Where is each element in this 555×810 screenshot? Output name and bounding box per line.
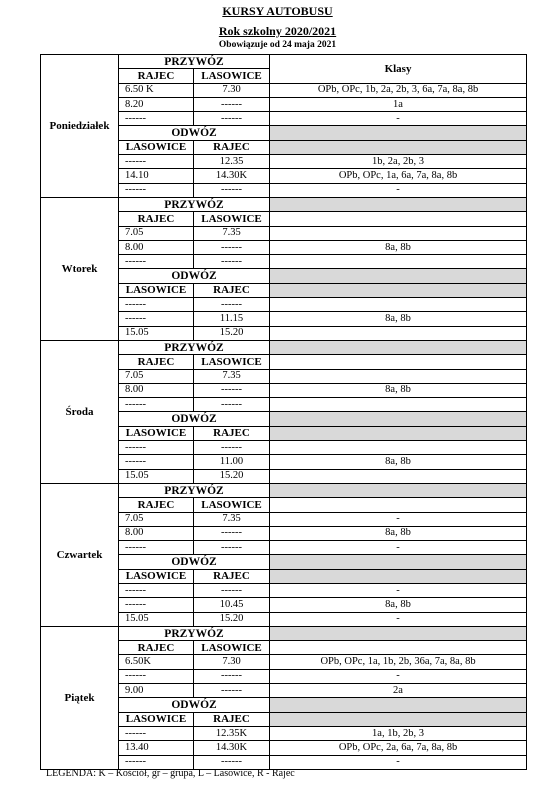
klasy-value: 8a, 8b (270, 598, 527, 612)
klasy-blank (270, 426, 527, 440)
rajec-time: 8.00 (119, 240, 194, 254)
lasowice-time: 7.35 (194, 512, 270, 526)
rajec-time: ------ (194, 441, 270, 455)
rajec-time: ------ (119, 541, 194, 555)
rajec-time: 15.20 (194, 469, 270, 483)
lasowice-time: 15.05 (119, 326, 194, 340)
lasowice-time: ------ (194, 398, 270, 412)
lasowice-time: 15.05 (119, 469, 194, 483)
lasowice-time: ------ (194, 97, 270, 111)
klasy-value: 8a, 8b (270, 383, 527, 397)
lasowice-time: ------ (194, 255, 270, 269)
rajec-time: 10.45 (194, 598, 270, 612)
klasy-blank (270, 412, 527, 426)
klasy-value: 8a, 8b (270, 526, 527, 540)
rajec-time: ------ (194, 183, 270, 197)
klasy-blank (270, 269, 527, 283)
klasy-header-blank (270, 483, 527, 497)
klasy-value (270, 326, 527, 340)
lasowice-time: ------ (119, 183, 194, 197)
klasy-value (270, 398, 527, 412)
rajec-time: 8.00 (119, 526, 194, 540)
lasowice-time: ------ (194, 684, 270, 698)
day-name: Poniedziałek (41, 55, 119, 198)
rajec-time: ------ (194, 298, 270, 312)
day-name: Czwartek (41, 483, 119, 626)
section-header-row (41, 626, 527, 640)
col-rajec: RAJEC (194, 712, 270, 726)
rajec-time: ------ (119, 112, 194, 126)
klasy-value: 1b, 2a, 2b, 3 (270, 155, 527, 169)
rajec-time: 15.20 (194, 326, 270, 340)
rajec-time: ------ (194, 583, 270, 597)
col-lasowice: LASOWICE (194, 212, 270, 226)
rajec-time: ------ (119, 669, 194, 683)
rajec-time: 7.05 (119, 512, 194, 526)
klasy-value: - (270, 755, 527, 769)
klasy-blank (270, 212, 527, 226)
col-lasowice: LASOWICE (119, 140, 194, 154)
klasy-header-blank (270, 340, 527, 354)
klasy-value: OPb, OPc, 2a, 6a, 7a, 8a, 8b (270, 741, 527, 755)
lasowice-time: 14.10 (119, 169, 194, 183)
col-rajec: RAJEC (194, 569, 270, 583)
odwoz-header: ODWÓZ (119, 412, 270, 426)
lasowice-time: ------ (194, 383, 270, 397)
klasy-value: - (270, 669, 527, 683)
lasowice-time: ------ (119, 155, 194, 169)
lasowice-time: ------ (119, 455, 194, 469)
klasy-value: 8a, 8b (270, 455, 527, 469)
klasy-value: 1a (270, 97, 527, 111)
lasowice-time: 7.35 (194, 226, 270, 240)
rajec-time: 8.20 (119, 97, 194, 111)
lasowice-time: ------ (119, 298, 194, 312)
klasy-value: 2a (270, 684, 527, 698)
col-lasowice: LASOWICE (194, 641, 270, 655)
klasy-value: 8a, 8b (270, 312, 527, 326)
odwoz-header: ODWÓZ (119, 269, 270, 283)
lasowice-time: ------ (119, 312, 194, 326)
col-rajec: RAJEC (194, 426, 270, 440)
klasy-header-blank (270, 197, 527, 211)
klasy-value: OPb, OPc, 1a, 6a, 7a, 8a, 8b (270, 169, 527, 183)
lasowice-time: ------ (194, 541, 270, 555)
odwoz-header: ODWÓZ (119, 126, 270, 140)
rajec-time: 7.05 (119, 369, 194, 383)
klasy-value: 1a, 1b, 2b, 3 (270, 726, 527, 740)
lasowice-time: 7.35 (194, 369, 270, 383)
col-rajec: RAJEC (119, 498, 194, 512)
rajec-time: 14.30K (194, 169, 270, 183)
klasy-blank (270, 641, 527, 655)
klasy-value: 8a, 8b (270, 240, 527, 254)
col-rajec: RAJEC (119, 212, 194, 226)
day-name: Środa (41, 340, 119, 483)
klasy-value (270, 226, 527, 240)
klasy-value (270, 469, 527, 483)
klasy-blank (270, 555, 527, 569)
rajec-time: ------ (119, 398, 194, 412)
col-lasowice: LASOWICE (194, 498, 270, 512)
klasy-value: - (270, 183, 527, 197)
lasowice-time: 7.30 (194, 83, 270, 97)
rajec-time: 8.00 (119, 383, 194, 397)
odwoz-header: ODWÓZ (119, 698, 270, 712)
lasowice-time: ------ (194, 240, 270, 254)
klasy-blank (270, 355, 527, 369)
odwoz-header: ODWÓZ (119, 555, 270, 569)
klasy-header-blank (270, 626, 527, 640)
section-header-row (41, 55, 527, 69)
col-rajec: RAJEC (119, 641, 194, 655)
klasy-value: OPb, OPc, 1b, 2a, 2b, 3, 6a, 7a, 8a, 8b (270, 83, 527, 97)
przywoz-header: PRZYWÓZ (119, 340, 270, 354)
klasy-value: - (270, 512, 527, 526)
przywoz-header: PRZYWÓZ (119, 197, 270, 211)
klasy-value (270, 255, 527, 269)
rajec-time: 7.05 (119, 226, 194, 240)
col-lasowice: LASOWICE (119, 426, 194, 440)
rajec-time: 12.35 (194, 155, 270, 169)
klasy-value (270, 369, 527, 383)
lasowice-time: ------ (119, 583, 194, 597)
lasowice-time: ------ (119, 441, 194, 455)
rajec-time: 14.30K (194, 741, 270, 755)
rajec-time: 11.15 (194, 312, 270, 326)
rajec-time: ------ (194, 755, 270, 769)
lasowice-time: 13.40 (119, 741, 194, 755)
day-name: Wtorek (41, 197, 119, 340)
przywoz-header: PRZYWÓZ (119, 626, 270, 640)
klasy-blank (270, 498, 527, 512)
rajec-time: 11.00 (194, 455, 270, 469)
rajec-time: 6.50 K (119, 83, 194, 97)
col-rajec: RAJEC (194, 140, 270, 154)
lasowice-time: 7.30 (194, 655, 270, 669)
school-year: Rok szkolny 2020/2021 (218, 24, 337, 38)
rajec-time: 12.35K (194, 726, 270, 740)
document-title: KURSY AUTOBUSU (222, 4, 333, 18)
klasy-value (270, 441, 527, 455)
section-header-row (41, 197, 527, 211)
lasowice-time: ------ (194, 526, 270, 540)
lasowice-time: ------ (119, 598, 194, 612)
col-lasowice: LASOWICE (119, 569, 194, 583)
col-lasowice: LASOWICE (119, 712, 194, 726)
col-lasowice: LASOWICE (119, 283, 194, 297)
lasowice-time: 15.05 (119, 612, 194, 626)
section-header-row (41, 340, 527, 354)
col-rajec: RAJEC (194, 283, 270, 297)
klasy-value: - (270, 583, 527, 597)
rajec-time: 15.20 (194, 612, 270, 626)
klasy-value: - (270, 541, 527, 555)
col-lasowice: LASOWICE (194, 355, 270, 369)
klasy-blank (270, 126, 527, 140)
lasowice-time: ------ (194, 112, 270, 126)
rajec-time: ------ (119, 255, 194, 269)
klasy-blank (270, 140, 527, 154)
klasy-blank (270, 569, 527, 583)
col-rajec: RAJEC (119, 69, 194, 83)
legend: LEGENDA: K – Kościół, gr – grupa, L – Lasowice, R - Rajec (46, 768, 295, 779)
section-header-row (41, 483, 527, 497)
klasy-value: - (270, 612, 527, 626)
przywoz-header: PRZYWÓZ (119, 483, 270, 497)
klasy-header: Klasy (270, 55, 527, 84)
rajec-time: 9.00 (119, 684, 194, 698)
lasowice-time: ------ (194, 669, 270, 683)
przywoz-header: PRZYWÓZ (119, 55, 270, 69)
effective-date: Obowiązuje od 24 maja 2021 (218, 40, 337, 50)
col-lasowice: LASOWICE (194, 69, 270, 83)
klasy-value: OPb, OPc, 1a, 1b, 2b, 36a, 7a, 8a, 8b (270, 655, 527, 669)
day-name: Piątek (41, 626, 119, 769)
klasy-value (270, 298, 527, 312)
klasy-blank (270, 698, 527, 712)
klasy-blank (270, 283, 527, 297)
bus-schedule-table (40, 54, 527, 770)
lasowice-time: ------ (119, 726, 194, 740)
lasowice-time: ------ (119, 755, 194, 769)
rajec-time: 6.50K (119, 655, 194, 669)
klasy-value: - (270, 112, 527, 126)
col-rajec: RAJEC (119, 355, 194, 369)
klasy-blank (270, 712, 527, 726)
